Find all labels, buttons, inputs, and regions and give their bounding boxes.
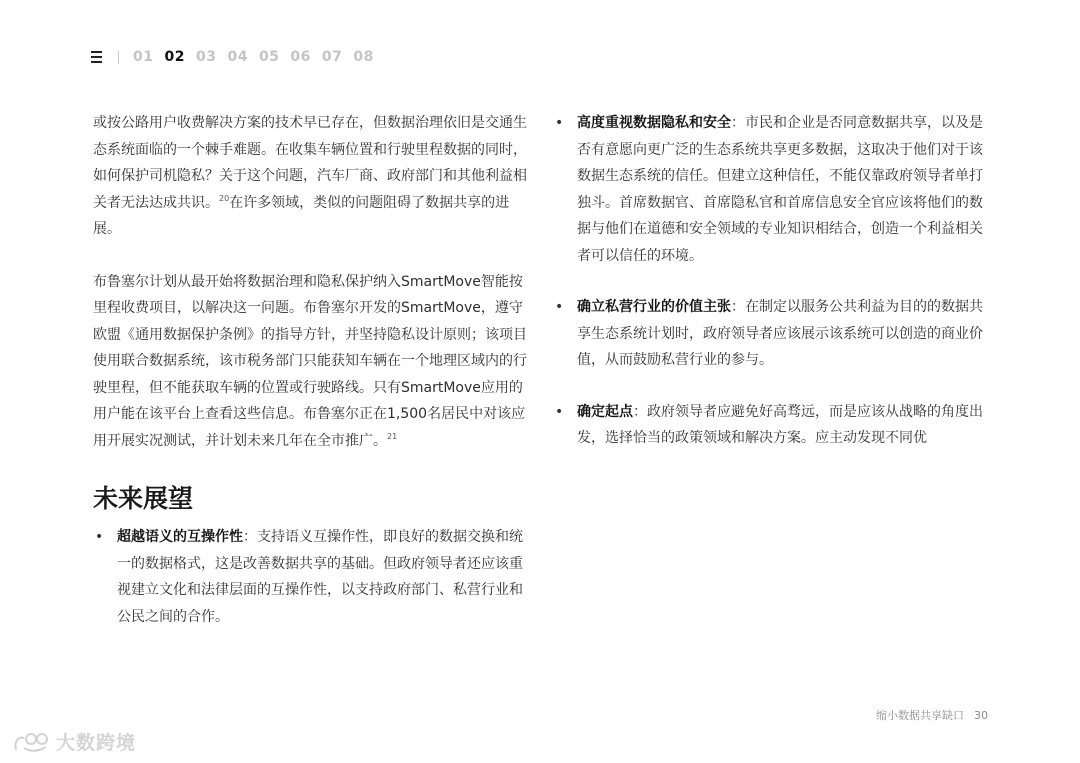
list-item: • 超越语义的互操作性：支持语义互操作性，即良好的数据交换和统一的数据格式，这是改善数据共享的基础。但政府领导者还应该重视建立文化和法律层面的互操作性，以支持政府部门、私营行业和公民之间的合作。 xyxy=(93,524,529,630)
page-footer xyxy=(876,707,988,723)
paragraph-smartmove: 布鲁塞尔计划从最开始将数据治理和隐私保护纳入SmartMove智能按里程收费项目，以解决这一问题。布鲁塞尔开发的SmartMove，遵守欧盟《通用数据保护条例》的指导方针，并坚持隐私设计原则；该项目使用联合数据系统，该市税务部门只能获知车辆在一个地理区域内的行驶里程，但不能获取车辆的位置或行驶路线。只有SmartMove应用的用户能在该平台上查看这些信息。布鲁塞尔正在1,500名居民中对该应用开展实况测试，并计划未来几年在全市推广。$^{21}$ xyxy=(93,273,527,449)
recommendation-list xyxy=(553,110,993,452)
nav-section-02[interactable]: 02 xyxy=(164,49,185,65)
nav-section-01[interactable]: 01 xyxy=(133,49,154,65)
nav-section-06[interactable]: 06 xyxy=(290,49,311,65)
list-item: • 确立私营行业的价值主张：在制定以服务公共利益为目的的数据共享生态系统计划时，政府领导者应该展示该系统可以创造的商业价值，从而鼓励私营行业的参与。 xyxy=(553,294,993,374)
left-column xyxy=(93,110,529,630)
section-nav xyxy=(91,47,385,67)
nav-section-03[interactable]: 03 xyxy=(195,49,217,65)
list-item: • 确定起点：政府领导者应避免好高骛远，而是应该从战略的角度出发，选择恰当的政策领域和解决方案。应主动发现不同优 xyxy=(553,399,993,452)
nav-section-04[interactable]: 04 xyxy=(227,49,248,65)
list-item: • 高度重视数据隐私和安全：市民和企业是否同意数据共享，以及是否有意愿向更广泛的生态系统共享更多数据，这取决于他们对于该数据生态系统的信任。但建立这种信任，不能仅靠政府领导者单打独斗。首席数据官、首席隐私官和首席信息安全官应该将他们的数据与他们在道德和安全领域的专业知识相结合，创造一个利益相关者可以信任的环境。 xyxy=(553,110,993,269)
section-heading: 未来展望 xyxy=(93,484,194,513)
paragraph-data-governance: 或按公路用户收费解决方案的技术早已存在，但数据治理依旧是交通生态系统面临的一个棘手难题。在收集车辆位置和行驶里程数据的同时，如何保护司机隐私？关于这个问题，汽车厂商、政府部门和其他利益相关者无法达成共识。$^{20}$在许多领域，类似的问题阻碍了数据共享的进展。 xyxy=(93,115,527,237)
footnote-ref[interactable]: 21 xyxy=(387,431,398,441)
bullet-title: 超越语义的互操作性 xyxy=(117,529,243,545)
footnote-ref[interactable]: 20 xyxy=(219,193,230,203)
bullet-title: 高度重视数据隐私和安全 xyxy=(577,115,731,131)
watermark-logo-icon xyxy=(12,730,50,754)
watermark xyxy=(12,728,136,755)
bullet-title: 确立私营行业的价值主张 xyxy=(577,299,731,315)
page-number: 30 xyxy=(974,709,988,722)
nav-section-07[interactable]: 07 xyxy=(321,49,343,65)
nav-section-05[interactable]: 05 xyxy=(258,49,280,65)
nav-divider xyxy=(118,51,119,64)
nav-section-08[interactable]: 08 xyxy=(353,49,374,65)
menu-icon[interactable] xyxy=(91,51,102,63)
bullet-title: 确定起点 xyxy=(577,403,633,420)
footer-title: 缩小数据共享缺口 xyxy=(876,709,964,722)
right-column xyxy=(553,110,993,477)
watermark-text: 大数跨境 xyxy=(56,732,137,754)
recommendation-list xyxy=(93,524,529,630)
